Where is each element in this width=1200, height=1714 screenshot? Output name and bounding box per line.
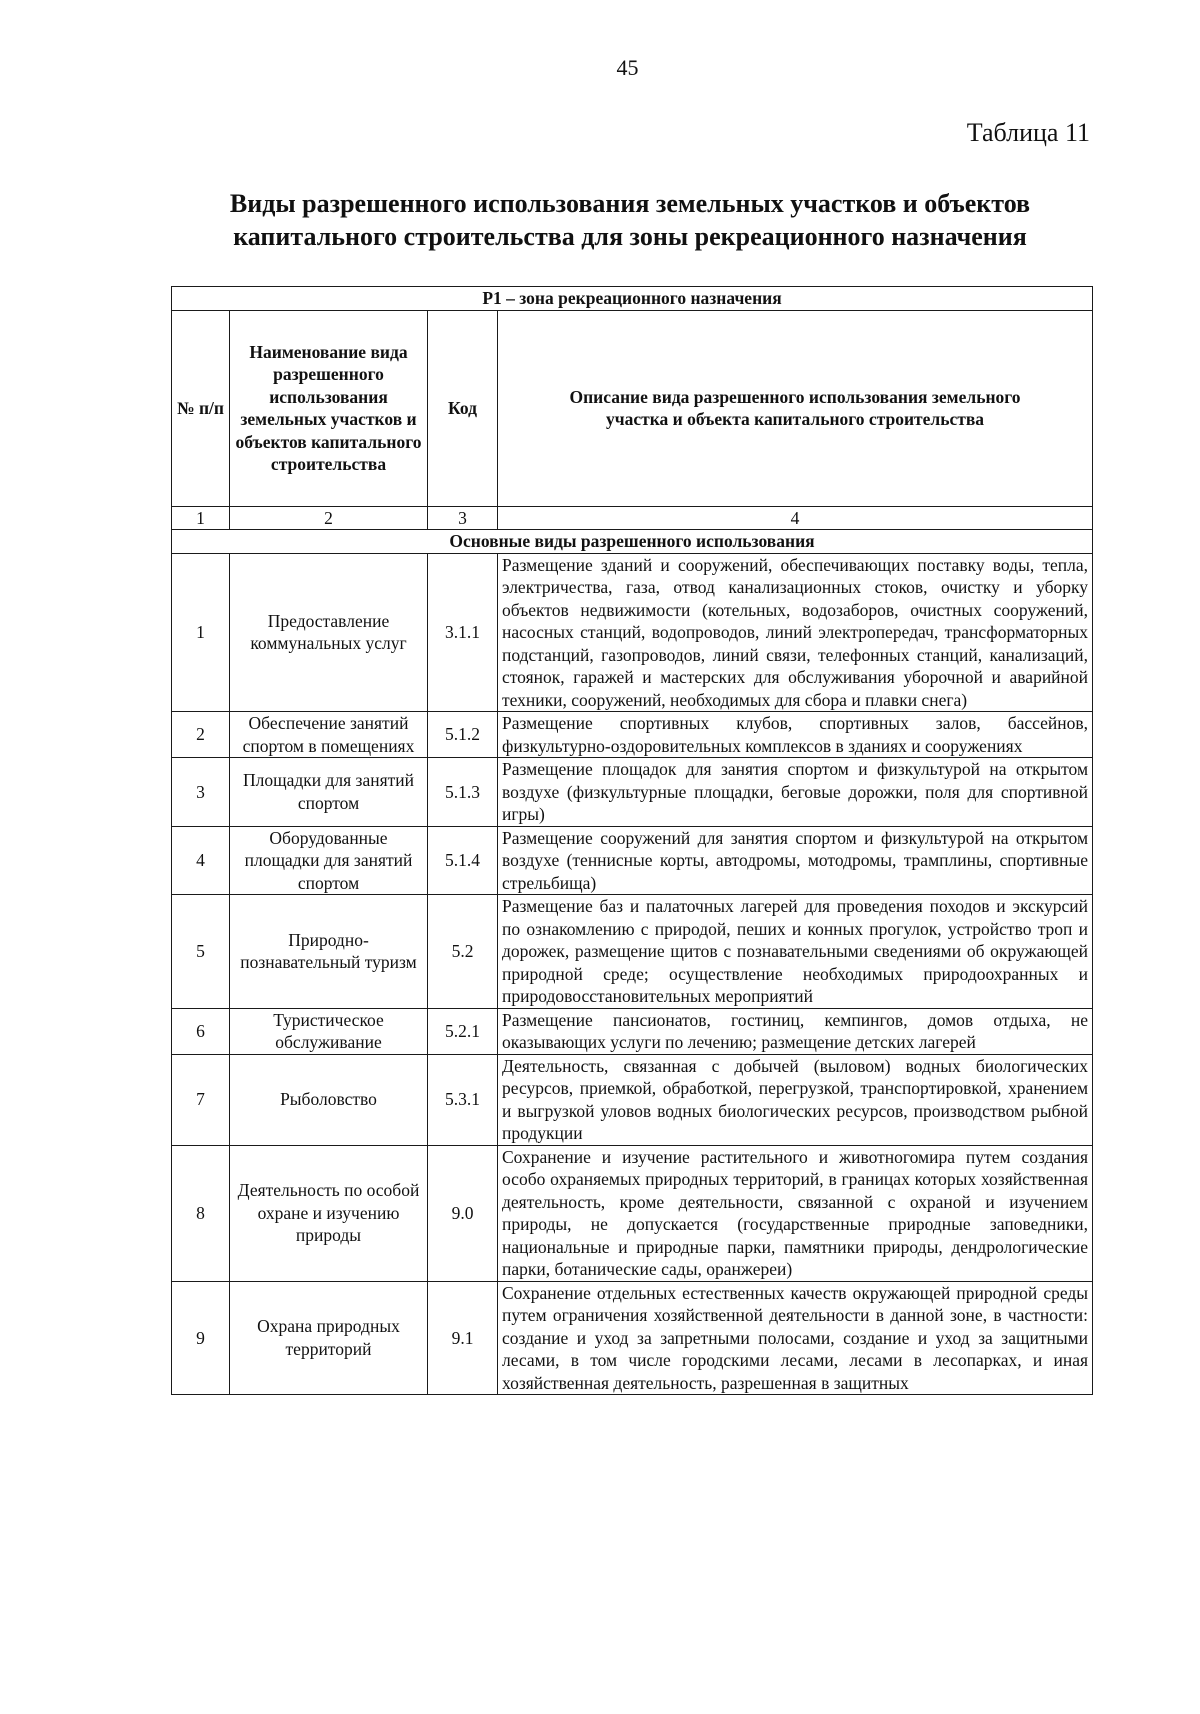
header-code: Код (428, 310, 498, 506)
column-number: 4 (498, 506, 1093, 530)
row-num: 1 (172, 553, 230, 712)
header-desc: Описание вида разрешенного использования земельного участка и объекта капитального строительства (498, 310, 1093, 506)
row-desc: Сохранение и изучение растительного и животногомира путем создания особо охраняемых природных территорий, в границах которых хозяйственная деятельность, кроме деятельности, связанной с охраной и изучением природы, не допускается (государственные природные заповедники, национальные и природные парки, памятники природы, дендрологические парки, ботанические сады, оранжереи) (498, 1145, 1093, 1281)
row-code: 9.1 (428, 1281, 498, 1395)
row-code: 5.3.1 (428, 1054, 498, 1145)
title-line-1: Виды разрешенного использования земельных участков и объектов (229, 189, 1031, 218)
row-num: 7 (172, 1054, 230, 1145)
table-row (172, 1008, 1093, 1054)
row-code: 3.1.1 (428, 553, 498, 712)
row-num: 9 (172, 1281, 230, 1395)
table-label: Таблица 11 (966, 118, 1090, 147)
row-desc: Деятельность, связанная с добычей (выловом) водных биологических ресурсов, приемкой, обработкой, перегрузкой, транспортировкой, хранением и выгрузкой уловов водных биологических ресурсов, производством рыбной продукции (498, 1054, 1093, 1145)
column-numbers-row (172, 506, 1093, 530)
row-code: 9.0 (428, 1145, 498, 1281)
title-line-2: капитального строительства для зоны рекреационного назначения (233, 222, 1027, 251)
table-row (172, 553, 1093, 712)
table-row (172, 758, 1093, 827)
zone-header: Р1 – зона рекреационного назначения (172, 287, 1093, 311)
page-title (170, 187, 1090, 253)
row-name: Деятельность по особой охране и изучению природы (230, 1145, 428, 1281)
table-row (172, 895, 1093, 1009)
row-num: 5 (172, 895, 230, 1009)
row-code: 5.1.3 (428, 758, 498, 827)
row-code: 5.1.4 (428, 826, 498, 895)
row-desc: Размещение баз и палаточных лагерей для проведения походов и экскурсий по ознакомлению с природой, пеших и конных прогулок, устройство троп и дорожек, размещение щитов с познавательными сведениями об окружающей природной среде; осуществление необходимых природоохранных и природовосстановительных мероприятий (498, 895, 1093, 1009)
row-code: 5.2 (428, 895, 498, 1009)
row-num: 4 (172, 826, 230, 895)
land-use-table (171, 286, 1093, 1395)
row-name: Туристическое обслуживание (230, 1008, 428, 1054)
table-row (172, 826, 1093, 895)
row-name: Обеспечение занятий спортом в помещениях (230, 712, 428, 758)
row-code: 5.2.1 (428, 1008, 498, 1054)
row-name: Рыболовство (230, 1054, 428, 1145)
table-row (172, 712, 1093, 758)
row-desc: Размещение зданий и сооружений, обеспечивающих поставку воды, тепла, электричества, газа, отвод канализационных стоков, очистку и уборку объектов недвижимости (котельных, водозаборов, очистных сооружений, насосных станций, водопроводов, линий электропередач, трансформаторных подстанций, газопроводов, линий связи, телефонных станций, канализаций, стоянок, гаражей и мастерских для обслуживания уборочной и аварийной техники, сооружений, необходимых для сбора и плавки снега) (498, 553, 1093, 712)
row-num: 3 (172, 758, 230, 827)
table-row (172, 1281, 1093, 1395)
row-code: 5.1.2 (428, 712, 498, 758)
row-num: 6 (172, 1008, 230, 1054)
row-num: 2 (172, 712, 230, 758)
table-row (172, 1054, 1093, 1145)
row-name: Охрана природных территорий (230, 1281, 428, 1395)
row-desc: Размещение сооружений для занятия спортом и физкультурой на открытом воздухе (теннисные корты, автодромы, мотодромы, трамплины, спортивные стрельбища) (498, 826, 1093, 895)
row-desc: Сохранение отдельных естественных качеств окружающей природной среды путем ограничения хозяйственной деятельности в данной зоне, в частности: создание и уход за запретными полосами, создание и уход за защитными лесами, в том числе городскими лесами, лесами в лесопарках, и иная хозяйственная деятельность, разрешенная в защитных (498, 1281, 1093, 1395)
row-desc: Размещение площадок для занятия спортом и физкультурой на открытом воздухе (физкультурные площадки, беговые дорожки, поля для спортивной игры) (498, 758, 1093, 827)
row-desc: Размещение спортивных клубов, спортивных залов, бассейнов, физкультурно-оздоровительных комплексов в зданиях и сооружениях (498, 712, 1093, 758)
column-number: 1 (172, 506, 230, 530)
header-name: Наименование вида разрешенного использования земельных участков и объектов капитального строительства (230, 310, 428, 506)
header-num: № п/п (172, 310, 230, 506)
column-number: 2 (230, 506, 428, 530)
row-num: 8 (172, 1145, 230, 1281)
row-name: Предоставление коммунальных услуг (230, 553, 428, 712)
table-row (172, 1145, 1093, 1281)
page-number: 45 (616, 55, 639, 80)
row-name: Оборудованные площадки для занятий спортом (230, 826, 428, 895)
row-name: Площадки для занятий спортом (230, 758, 428, 827)
row-desc: Размещение пансионатов, гостиниц, кемпингов, домов отдыха, не оказывающих услуги по лечению; размещение детских лагерей (498, 1008, 1093, 1054)
row-name: Природно-познавательный туризм (230, 895, 428, 1009)
column-number: 3 (428, 506, 498, 530)
section-title: Основные виды разрешенного использования (172, 530, 1093, 554)
